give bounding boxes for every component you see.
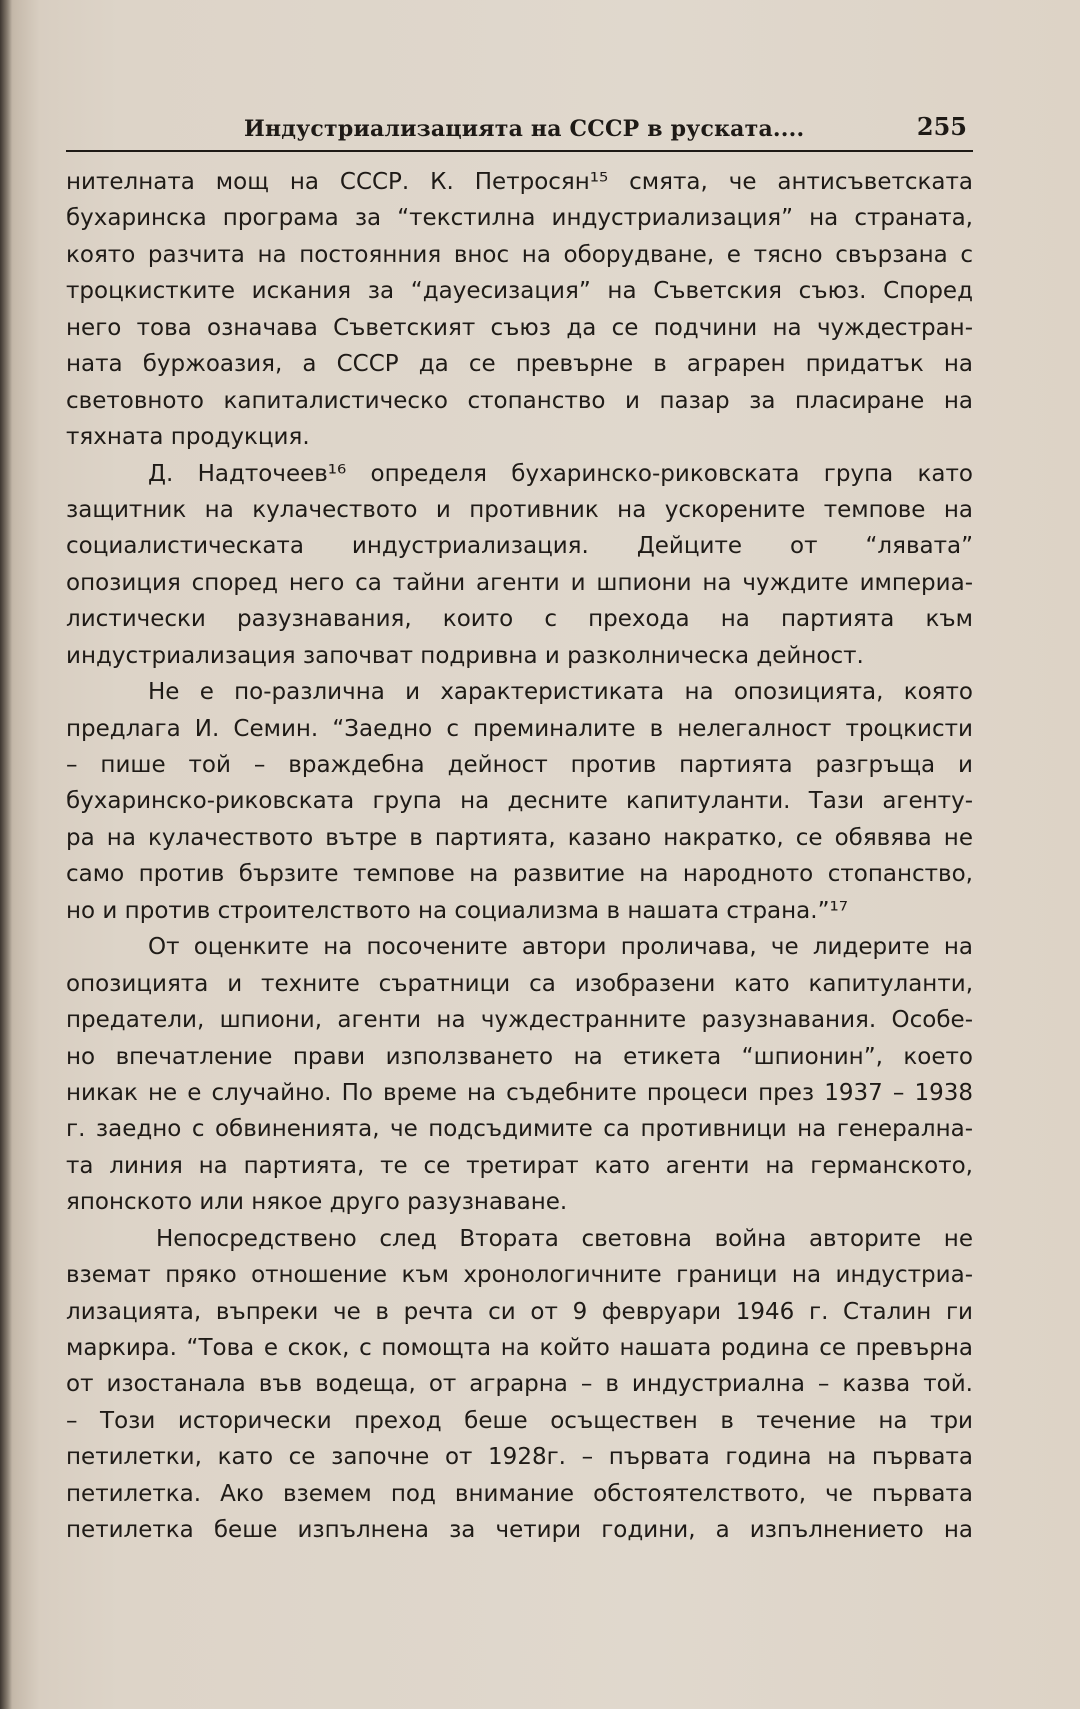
text-line: троцкистките искания за “дауесизация” на Съветския съюз. Според [66, 278, 973, 305]
text-line: от изостанала във водеща, от аграрна – в индустриална – казва той. [66, 1371, 973, 1398]
page-number: 255 [916, 112, 967, 141]
text-line: него това означава Съветският съюз да се подчини на чуждестран- [66, 314, 973, 341]
body-text [66, 164, 973, 1549]
text-line: бухаринска програма за “текстилна индустриализация” на страната, [66, 205, 973, 232]
text-line: японското или някое друго разузнаване. [66, 1189, 568, 1216]
text-line: социалистическата индустриализация. Дейците от “лявата” [66, 533, 973, 560]
text-line: но и против строителството на социализма в нашата страна.”¹⁷ [66, 897, 848, 924]
text-line: защитник на кулачеството и противник на ускорените темпове на [66, 496, 973, 523]
text-line: листически разузнавания, които с прехода на партията към [66, 606, 973, 633]
paragraph-first-line: От оценките на посочените автори проличава, че лидерите на [148, 934, 973, 961]
paragraph-first-line: Д. Надточеев¹⁶ определя бухаринско-риковската група като [148, 460, 973, 487]
paragraph-first-line: Непосредствено след Втората световна война авторите не [156, 1225, 973, 1252]
text-line: – пише той – враждебна дейност против партията разгръща и [66, 752, 973, 778]
text-line: петилетка. Ако вземем под внимание обстоятелството, че първата [66, 1480, 973, 1507]
binding-shadow [0, 0, 12, 1709]
text-line: бухаринско-риковската група на десните капитуланти. Тази агенту- [66, 788, 973, 815]
text-line: опозиция според него са тайни агенти и шпиони на чуждите империа- [66, 569, 973, 596]
text-line: нителната мощ на СССР. К. Петросян¹⁵ смята, че антисъветската [66, 169, 973, 195]
text-line: тяхната продукция. [66, 424, 310, 451]
text-line: която разчита на постоянния внос на оборудване, е тясно свързана с [66, 241, 973, 268]
text-line: индустриализация започват подривна и разколническа дейност. [66, 642, 864, 669]
text-line: но впечатление прави използването на етикета “шпионин”, което [66, 1043, 973, 1070]
text-line: та линия на партията, те се третират като агенти на германското, [66, 1152, 973, 1179]
text-line: г. заедно с обвиненията, че подсъдимите са противници на генерална- [66, 1116, 973, 1143]
text-line: вземат пряко отношение към хронологичните граници на индустриа- [66, 1262, 973, 1289]
text-line: петилетка беше изпълнена за четири години, а изпълнението на [66, 1517, 973, 1544]
text-line: петилетки, като се започне от 1928г. – първата година на първата [66, 1444, 973, 1471]
text-line: никак не е случайно. По време на съдебните процеси през 1937 – 1938 [66, 1079, 973, 1106]
text-line: маркира. “Това е скок, с помощта на който нашата родина се превърна [66, 1335, 973, 1361]
paragraph-first-line: Не е по-различна и характеристиката на опозицията, която [148, 679, 973, 706]
text-line: опозицията и техните съратници са изобразени като капитуланти, [66, 970, 973, 997]
text-line: ра на кулачеството вътре в партията, казано накратко, се обявява не [66, 824, 973, 851]
text-line: ната буржоазия, а СССР да се превърне в аграрен придатък на [66, 351, 973, 378]
page-header [66, 112, 973, 152]
running-title: Индустриализацията на СССР в руската.... [244, 116, 805, 142]
text-line: – Този исторически преход беше осъществен в течение на три [66, 1407, 973, 1434]
text-line: световното капиталистическо стопанство и пазар за пласиране на [66, 387, 973, 414]
text-line: предлага И. Семин. “Заедно с преминалите в нелегалност троцкисти [66, 715, 973, 742]
text-line: предатели, шпиони, агенти на чуждестранните разузнавания. Особе- [66, 1007, 973, 1034]
text-line: само против бързите темпове на развитие на народното стопанство, [66, 861, 973, 888]
text-line: лизацията, въпреки че в речта си от 9 февруари 1946 г. Сталин ги [66, 1298, 973, 1325]
